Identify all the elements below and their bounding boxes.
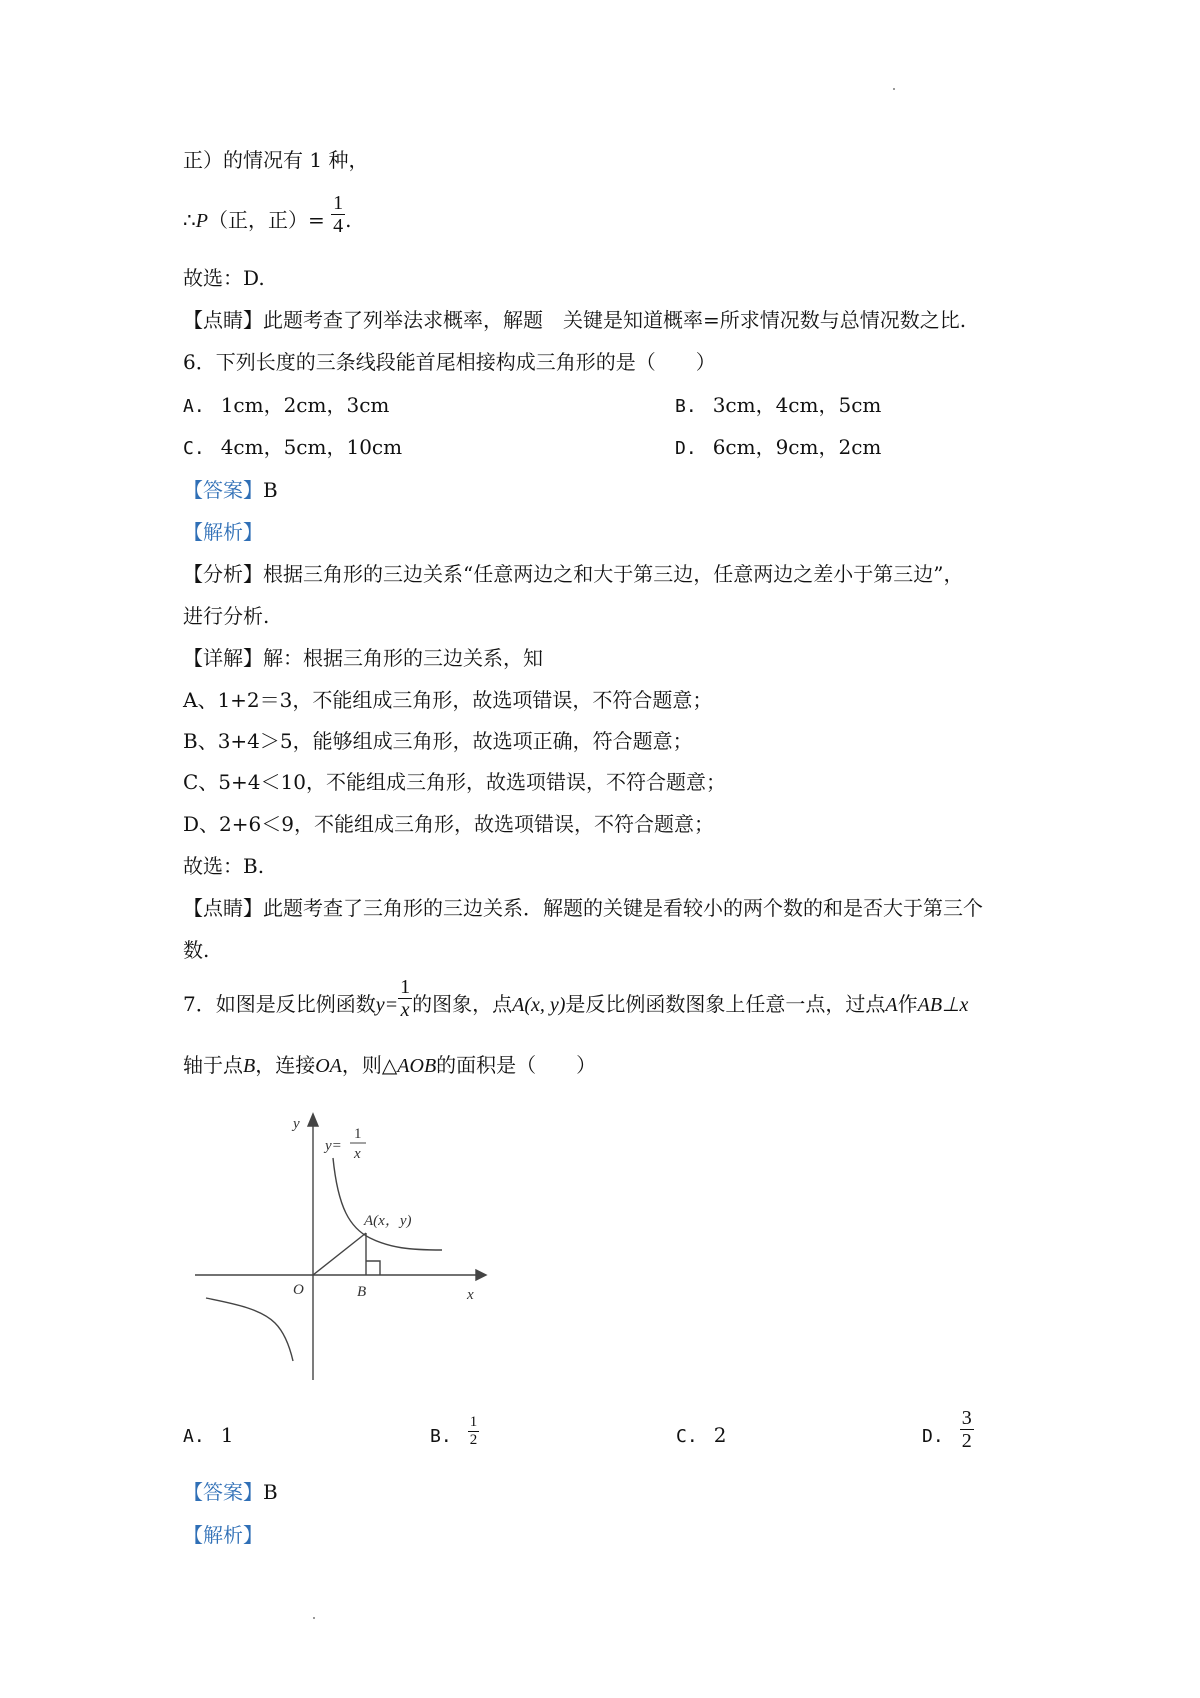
q6-comment-2 (183, 936, 209, 964)
prev-answer-pick (183, 264, 265, 292)
q6-pick-text: 故选：B. (183, 854, 265, 878)
q6-analysis (183, 518, 263, 546)
q7-option-b-fraction (468, 1414, 480, 1449)
q7-option-b-label: B. (430, 1426, 452, 1447)
origin-label: O (293, 1282, 304, 1298)
q7-line2-d: 的面积是（ ） (436, 1053, 597, 1077)
probability-line (183, 192, 352, 237)
q7-option-a (183, 1421, 233, 1451)
prev-comment-text: 此题考查了列举法求概率，解题 关键是知道概率=所求情况数与总情况数之比. (263, 308, 967, 332)
q7-analysis-tag: 【解析】 (183, 1523, 263, 1547)
q7-option-d-label: D. (922, 1426, 944, 1447)
q7-stem-2 (183, 1051, 596, 1080)
q6-fenxi-1 (183, 560, 963, 588)
prob-end: . (345, 208, 352, 232)
q6-fenxi-line2: 进行分析. (183, 604, 270, 628)
q7-option-c-text: 2 (713, 1423, 727, 1447)
q6-analysis-tag: 【解析】 (183, 520, 263, 544)
q7-option-c (676, 1421, 726, 1451)
prev-line-1 (183, 146, 368, 174)
q6-reason-a-text: A、1+2＝3，不能组成三角形，故选项错误，不符合题意； (183, 688, 713, 712)
q7-stem-c: 是反比例函数图象上任意一点，过点 (565, 992, 886, 1016)
q7-option-c-label: C. (676, 1426, 698, 1447)
q7-option-d-numerator: 3 (961, 1407, 972, 1429)
q7-option-d-denominator: 2 (961, 1430, 972, 1452)
q6-xiangjie (183, 644, 543, 672)
q7-stem-fraction (398, 976, 412, 1021)
q6-reason-d-text: D、2+6＜9，不能组成三角形，故选项错误，不符合题意； (183, 812, 714, 836)
q7-option-d-fraction (960, 1407, 974, 1452)
q6-fenxi-tag: 【分析】 (183, 562, 263, 586)
q7-segment-oa: OA (315, 1055, 342, 1077)
q6-option-a (183, 391, 389, 421)
q7-y-eq: y= (375, 994, 399, 1016)
q7-answer-value: B (263, 1480, 278, 1504)
q7-stem-b: 的图象，点 (412, 992, 513, 1016)
q7-answer (183, 1478, 278, 1506)
q6-stem (183, 348, 716, 376)
q7-analysis (183, 1521, 263, 1549)
q6-reason-c-text: C、5+4＜10，不能组成三角形，故选项错误，不符合题意； (183, 770, 726, 794)
equation-lhs: y= (325, 1138, 342, 1154)
prob-numerator: 1 (333, 192, 344, 214)
q7-line2-b: ，连接 (255, 1053, 316, 1077)
prob-fraction (331, 192, 345, 237)
therefore-symbol: ∴ (183, 208, 196, 232)
x-axis-arrow (476, 1270, 486, 1280)
q7-line2-a: 轴于点 (183, 1053, 243, 1077)
q6-reason-b-text: B、3+4＞5，能够组成三角形，故选项正确，符合题意； (183, 729, 693, 753)
y-axis-arrow (308, 1114, 318, 1126)
q6-option-d-text: 6cm，9cm，2cm (712, 435, 882, 459)
q7-option-a-label: A. (183, 1426, 205, 1447)
prev-line-1-text: 正）的情况有 1 种， (183, 148, 369, 172)
q7-stem-numerator: 1 (400, 976, 411, 998)
hyperbola-branch-left (206, 1298, 293, 1361)
q6-option-b (675, 391, 881, 421)
right-angle-mark (366, 1261, 380, 1275)
q6-stem-text: 6．下列长度的三条线段能首尾相接构成三角形的是（ ） (183, 350, 716, 374)
q7-point-a-ref: A (885, 994, 898, 1016)
q6-option-a-text: 1cm，2cm，3cm (220, 393, 390, 417)
prob-denominator: 4 (333, 215, 344, 237)
q6-reason-a (183, 686, 712, 714)
q7-point-a: A(x, y) (512, 994, 566, 1016)
page-dot-top (893, 88, 895, 90)
q7-triangle-aob: AOB (397, 1055, 437, 1077)
q7-stem-a: 7．如图是反比例函数 (183, 992, 376, 1016)
prev-answer-pick-text: 故选：D. (183, 266, 265, 290)
y-axis-label: y (293, 1116, 300, 1132)
segment-oa (313, 1233, 366, 1275)
x-axis-label: x (467, 1287, 474, 1303)
q6-option-d-label: D. (675, 438, 697, 459)
q6-reason-c (183, 768, 726, 796)
q6-option-c-label: C. (183, 438, 205, 459)
prev-comment-tag: 【点睛】 (183, 308, 263, 332)
q6-comment-line1: 此题考查了三角形的三边关系．解题的关键是看较小的两个数的和是否大于第三个 (263, 896, 983, 920)
q6-reason-d (183, 810, 714, 838)
q6-comment-1 (183, 894, 983, 922)
q7-option-b (430, 1414, 479, 1451)
q6-xiangjie-text: 解：根据三角形的三边关系，知 (263, 646, 543, 670)
q6-fenxi-line1: 根据三角形的三边关系“任意两边之和大于第三边，任意两边之差小于第三边”， (263, 562, 964, 586)
q7-option-d (922, 1407, 974, 1452)
q6-reason-b (183, 727, 693, 755)
equation-numerator: 1 (354, 1126, 362, 1142)
q6-comment-line2: 数. (183, 938, 210, 962)
q7-stem-d: 作 (897, 992, 918, 1016)
q6-answer-tag: 【答案】 (183, 478, 263, 502)
q7-option-b-numerator: 1 (469, 1414, 478, 1430)
q6-option-d (675, 433, 881, 463)
q7-point-b: B (243, 1055, 256, 1077)
page-dot-bottom (313, 1617, 315, 1619)
q6-option-c-text: 4cm，5cm，10cm (220, 435, 403, 459)
q6-pick (183, 852, 264, 880)
q7-line2-c: ，则△ (341, 1053, 398, 1077)
hyperbola-branch-right (333, 1158, 442, 1250)
q7-answer-tag: 【答案】 (183, 1480, 263, 1504)
q6-answer (183, 476, 278, 504)
q7-stem-1 (183, 976, 969, 1021)
prev-comment (183, 306, 966, 334)
q6-fenxi-2 (183, 602, 269, 630)
p-args: （正，正）= (207, 208, 325, 232)
q6-xiangjie-tag: 【详解】 (183, 646, 263, 670)
q6-option-b-text: 3cm，4cm，5cm (712, 393, 882, 417)
q7-option-b-denominator: 2 (469, 1432, 478, 1448)
point-b-label: B (357, 1284, 367, 1300)
q7-figure (180, 1098, 500, 1388)
q7-option-a-text: 1 (220, 1423, 234, 1447)
equation-denominator: x (354, 1146, 361, 1162)
q6-option-c (183, 433, 402, 463)
q6-comment-tag: 【点睛】 (183, 896, 263, 920)
q6-option-b-label: B. (675, 396, 697, 417)
point-a-label: A(x，y) (364, 1213, 412, 1229)
q6-answer-value: B (263, 478, 278, 502)
p-symbol: P (195, 210, 208, 232)
q6-option-a-label: A. (183, 396, 205, 417)
q7-perp: AB⊥x (917, 994, 969, 1016)
q7-stem-denominator: x (400, 999, 410, 1021)
